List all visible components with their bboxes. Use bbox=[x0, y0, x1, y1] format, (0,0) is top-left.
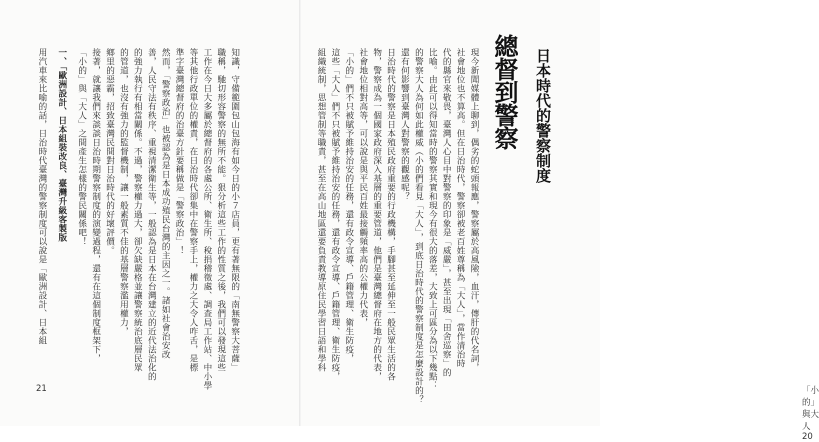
chapter-title: 總督到警察 bbox=[490, 34, 519, 149]
chapter-title-block bbox=[490, 34, 562, 234]
text-column: 等其他行政單位的權責，在日治時代卻集中在警察手上，權力之大令人咋舌，是標 bbox=[187, 48, 198, 372]
text-column: 的警察大人為何如此權威（小的們看見「大人」，到底日治時代的警察制度是怎麼設計的？ bbox=[413, 48, 424, 404]
text-column: 鄉里的惡霸，招致臺灣民間對日治時代的好壞評價。 bbox=[104, 48, 115, 255]
text-column: 代的縣官來敬畏，臺灣人心目中對警察的印象是「威嚴」，甚至出現「田舍巡察」的 bbox=[441, 48, 452, 377]
text-column: 組織統制，思想管制等職責，甚至在高山地區還要負責教導原住民學習日語和學科 bbox=[316, 48, 327, 372]
text-column: 日治時代的警察是日本殖民政府重要的行政機構，手腳甚至延伸至一般民眾生活的各 bbox=[385, 48, 396, 381]
chapter-subtitle: 日本時代的警察制度 bbox=[534, 48, 552, 183]
left-page-number: 21 bbox=[36, 384, 47, 394]
text-column: 的強力執行有相當關係。不過，警察權力過大，卻欠缺嚴格並讓警察統治底層民眾 bbox=[132, 48, 143, 372]
text-column: 準字臺灣總督府的治臺方針要稱做是「警察政治」！ bbox=[174, 48, 185, 255]
text-column: 用汽車來比喻的話，日治時代臺灣的警察制度可以說是「歐洲設計、日本組 bbox=[36, 48, 47, 345]
text-column: 然而，「警察政治」也被認為是日本成功殖民台灣的主因之一。諸如社會治安改 bbox=[160, 48, 171, 359]
page-gutter bbox=[299, 0, 301, 426]
text-column: 一、「歐洲設計、日本組裝改良、臺灣升級客製版 bbox=[56, 48, 67, 242]
text-column: 善，人民守法有秩序、重視清潔衛生等，一般認為是日本在台灣建立的近代法治化的 bbox=[146, 48, 157, 381]
text-column: 這些「大人」們不只被賦予維持治安的任務，還有政令宣導、戶籍管理、衛生防疫， bbox=[329, 48, 340, 381]
text-column: 工作在今日大多屬於總督府的各處公所、衛生所、稅捐稽徵處、調查局工作站、中小學 bbox=[201, 48, 212, 390]
text-column: 的管道，也沒有強力的監督機制，讓一般素質不佳的基層警察濫用權力， bbox=[118, 48, 129, 336]
text-column: 知識，守備範圍包山包海有如今日的小７店員，更有著無限的「南無警察大菩薩」 bbox=[229, 48, 240, 372]
right-page-body bbox=[313, 48, 480, 404]
text-column: 社會地位也不算高。但在日治時代，警察卻被老百姓尊稱為「大人」，當作清治時 bbox=[455, 48, 466, 368]
text-column: 社會地位相對高等，可以說是與平民百姓最接觸頻率高的公權力代表， bbox=[357, 48, 368, 327]
right-page bbox=[300, 0, 819, 442]
text-column: 「小的」與「大人」之間產生怎樣的警民關係吧！ bbox=[76, 48, 87, 246]
text-column: 還有何影響到臺灣人對警察的觀感呢？ bbox=[399, 48, 410, 201]
text-column: 「小的」們不只被賦予維持治安的任務，還有政令宣導、戶籍管理、衛生防疫， bbox=[343, 48, 354, 363]
text-column: 比喻。由此可以得知當時的警察其實和現今有很大的落差，大致上可區分為以下幾點： bbox=[427, 48, 438, 390]
text-column: 接著，就讓我們來談談日治時期警察制度的演變過程，還有在這個制度框架下， bbox=[90, 48, 101, 363]
right-page-running-footer: 「小的」與大人 20 bbox=[802, 386, 819, 442]
text-column: 物，警察成為一個國家政府深入基層的重要管道，他們是臺灣總督府在地方的代表， bbox=[371, 48, 382, 381]
text-column: 職稱，馳切形容警察的無所不能。狠分析這些工作的性質之後，我們可以發現這些 bbox=[215, 48, 226, 372]
text-column: 現今新聞媒體上聊到，偶劣的蛇頭報應，警察屬於高風險，血汗，傳肝的代名詞， bbox=[469, 48, 479, 372]
left-page bbox=[0, 0, 300, 426]
